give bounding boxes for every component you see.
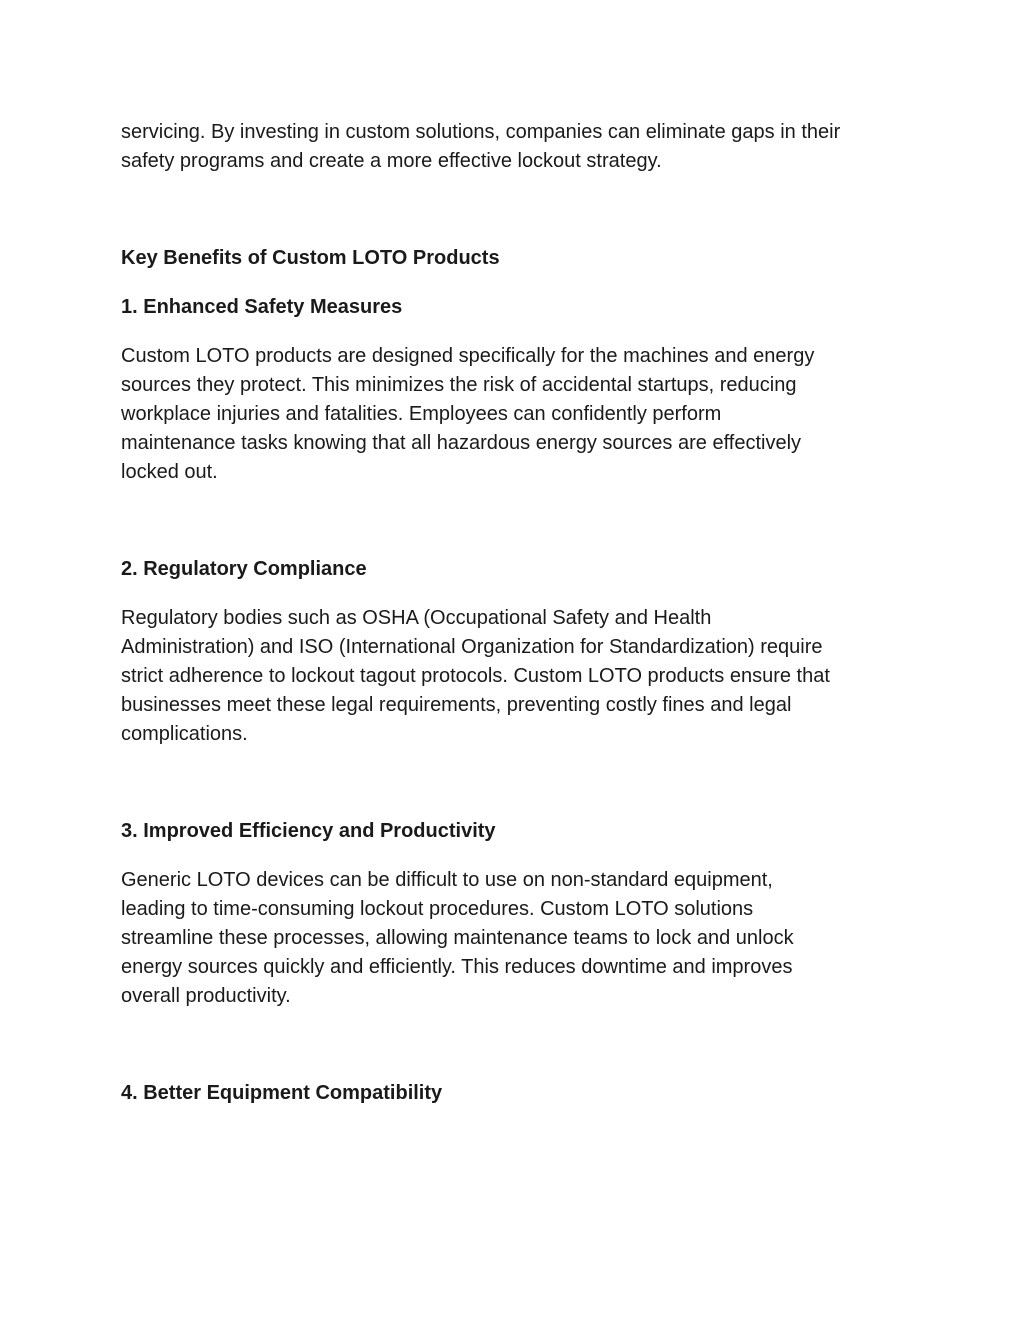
text-line: safety programs and create a more effective lockout strategy.: [121, 150, 662, 172]
text-line: Generic LOTO devices can be difficult to use on non-standard equipment,: [121, 869, 773, 891]
text-line: maintenance tasks knowing that all hazardous energy sources are effectively: [121, 432, 802, 454]
text-line: businesses meet these legal requirements, preventing costly fines and legal: [121, 694, 792, 716]
benefit-heading-1: 1. Enhanced Safety Measures: [121, 296, 403, 318]
benefit-paragraph-3: [121, 866, 921, 1011]
intro-paragraph: [121, 118, 921, 176]
text-line: Administration) and ISO (International Organization for Standardization) require: [121, 636, 823, 658]
benefit-paragraph-2: [121, 604, 921, 749]
text-line: Custom LOTO products are designed specifically for the machines and energy: [121, 345, 815, 367]
text-line: strict adherence to lockout tagout protocols. Custom LOTO products ensure that: [121, 665, 830, 687]
text-line: complications.: [121, 723, 248, 745]
text-line: sources they protect. This minimizes the risk of accidental startups, reducing: [121, 374, 797, 396]
text-line: overall productivity.: [121, 985, 291, 1007]
benefit-paragraph-1: [121, 342, 921, 487]
text-line: locked out.: [121, 461, 218, 483]
text-line: leading to time-consuming lockout procedures. Custom LOTO solutions: [121, 898, 754, 920]
text-line: servicing. By investing in custom solutions, companies can eliminate gaps in their: [121, 121, 841, 143]
benefit-heading-4: 4. Better Equipment Compatibility: [121, 1082, 443, 1104]
text-line: workplace injuries and fatalities. Employees can confidently perform: [121, 403, 722, 425]
section-title: Key Benefits of Custom LOTO Products: [121, 247, 500, 269]
text-line: energy sources quickly and efficiently. This reduces downtime and improves: [121, 956, 793, 978]
document-page: [121, 118, 921, 1108]
text-line: Regulatory bodies such as OSHA (Occupational Safety and Health: [121, 607, 712, 629]
benefit-heading-3: 3. Improved Efficiency and Productivity: [121, 820, 496, 842]
text-line: streamline these processes, allowing maintenance teams to lock and unlock: [121, 927, 794, 949]
benefit-heading-2: 2. Regulatory Compliance: [121, 558, 367, 580]
